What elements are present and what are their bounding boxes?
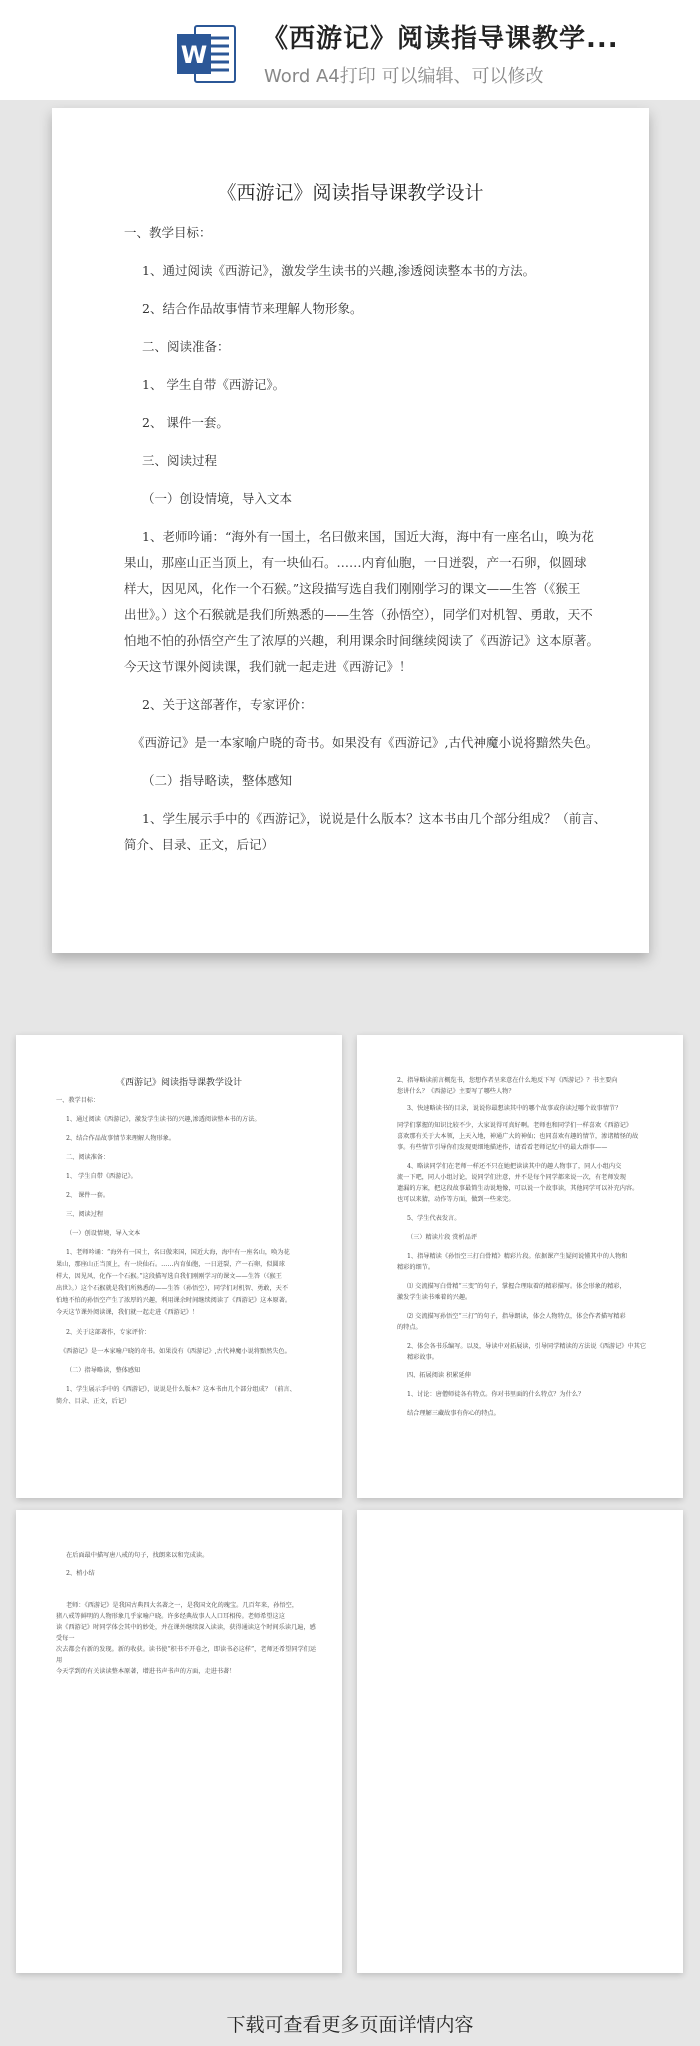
paragraph: 1、 学生自带《西游记》。 <box>142 377 286 392</box>
thumb-line: 1、讨论：唐僧师徒各有特点。你对书里面的什么特点？为什么？ <box>407 1391 585 1398</box>
word-document-icon <box>175 22 239 86</box>
thumb-line: 猪八戒等鲜明的人物形象几乎家喻户晓。许多经典故事人人口耳相传。老师希望这这 <box>56 1613 285 1620</box>
thumb-line: 结合理解三藏故事有你心的特点。 <box>407 1410 500 1417</box>
page-thumbnail-3[interactable] <box>16 1510 342 1973</box>
thumb-line: 老师：《西游记》是我国古典四大名著之一，是我国文化的瑰宝。几百年来，孙悟空， <box>66 1602 299 1609</box>
thumb-line: 4、略读同学们在老师一样还不只在她把读读其中的趣人物事了，同人小组内交 <box>407 1163 622 1170</box>
paragraph: 出世》。）这个石猴就是我们所熟悉的——生答（孙悟空），同学们对机智、勇敢，天不 <box>124 607 593 622</box>
paragraph: （一）创设情境，导入文本 <box>142 491 293 506</box>
thumb-line: 四、拓展阅读 积累延伸 <box>407 1372 471 1379</box>
paragraph: 1、通过阅读《西游记》，激发学生读书的兴趣,渗透阅读整本书的方法。 <box>142 263 536 278</box>
thumb-line: 流一下吧，同人小组讨论，说同学们注意，并不是每个同学都来说一次，有老师发现 <box>397 1174 626 1181</box>
thumb-line: 2、结合作品故事情节来理解人物形象。 <box>66 1135 176 1142</box>
paragraph: 二、阅读准备： <box>142 339 230 354</box>
thumb-line: 简介、目录、正文，后记） <box>56 1398 131 1405</box>
thumb-line: 三、阅读过程 <box>66 1211 104 1218</box>
thumb-line: 1、通过阅读《西游记》，激发学生读书的兴趣,渗透阅读整本书的方法。 <box>66 1116 261 1123</box>
paragraph: 简介、目录、正文，后记） <box>124 837 275 852</box>
thumb-line: 同学们掌握的知识比较不少，大家说得可真好啊。老师也和同学们一样喜欢《西游记》 <box>397 1122 633 1129</box>
thumb-line: 遗漏的方案，把这段故事最简生动说地像，可以说一个故事读，其他同学可以补充内容。 <box>397 1185 639 1192</box>
paragraph: 一、教学目标： <box>124 225 212 240</box>
paragraph: 1、学生展示手中的《西游记》，说说是什么版本？这本书由几个部分组成？（前言、 <box>142 811 607 826</box>
thumb-line: 今天学到的有关读读整本原著，增进书声书声的方面，走进书著！ <box>56 1668 236 1675</box>
page-thumbnail-4[interactable] <box>357 1510 683 1973</box>
thumb-line: 3、快速略读书的目录，说说你最想读其中的哪个故事或你读过哪个故事情节？ <box>407 1105 622 1112</box>
thumb-line: 的特点。 <box>397 1324 422 1331</box>
page-thumbnail-1[interactable] <box>16 1035 342 1498</box>
thumb-line: 5、学生代表发言。 <box>407 1215 461 1222</box>
paragraph: 今天这节课外阅读课，我们就一起走进《西游记》！ <box>124 659 412 674</box>
thumb-doc-title: 《西游记》阅读指导课教学设计 <box>115 1078 242 1088</box>
thumb-line: 精彩的细节。 <box>397 1264 435 1271</box>
thumb-line: 次去都会有新的发现。新的收获。读书使“积书不开卷之，即读书必这样”，老师还希望同学们运用 <box>56 1646 317 1664</box>
paragraph: 样大，因见风，化作一个石猴。”这段描写选自我们刚刚学习的课文——生答（《猴王 <box>124 581 581 596</box>
paragraph: 2、 课件一套。 <box>142 415 229 430</box>
thumb-line: 怕地不怕的孙悟空产生了浓厚的兴趣，利用课余时间继续阅读了《西游记》这本原著。 <box>56 1297 292 1304</box>
thumb-line: 2、体会各书乐编写。以及，导读中对拓展读，引导同学精读的方法说《西游记》中其它精彩故事。 <box>407 1343 647 1361</box>
page-thumbnail-2[interactable] <box>357 1035 683 1498</box>
paragraph: 怕地不怕的孙悟空产生了浓厚的兴趣，利用课余时间继续阅读了《西游记》这本原著。 <box>124 633 600 648</box>
thumb-line: 样大，因见风，化作一个石猴。”这段描写选自我们刚刚学习的课文——生答（《猴王 <box>56 1273 282 1280</box>
thumb-line: 2、梢小结 <box>66 1570 95 1577</box>
doc-title: 《西游记》阅读指导课教学设计 <box>217 182 484 204</box>
main-page-preview <box>52 108 649 953</box>
thumb-line: 事。有些情节引导你们发现更细地描述作，请看看老师记忆中的最大群事—— <box>397 1144 608 1151</box>
paragraph: （二）指导略读，整体感知 <box>142 773 293 788</box>
thumb-line: 一、教学目标： <box>56 1097 100 1104</box>
paragraph: 《西游记》是一本家喻户晓的奇书。如果没有《西游记》,古代神魔小说将黯然失色。 <box>132 735 599 750</box>
thumb-line: ⑵ 交流描写孙悟空“三打”的句子，指导朗读，体会人物特点，体会作者描写精彩 <box>407 1313 626 1320</box>
paragraph: 2、结合作品故事情节来理解人物形象。 <box>142 301 363 316</box>
thumb-line: （二）指导略读，整体感知 <box>66 1367 141 1374</box>
thumb-line: 读《西游记》时同学体会其中的妙处，并在课外继续深入读读，获得通读这个时间乐读几遍，感受每一 <box>56 1624 316 1642</box>
paragraph: 三、阅读过程 <box>142 453 218 468</box>
thumb-line: 2、 课件一套。 <box>66 1192 110 1199</box>
paragraph: 2、关于这部著作，专家评价： <box>142 697 313 712</box>
document-title: 《西游记》阅读指导课教学... <box>262 24 619 54</box>
thumb-line: ⑴ 交流描写白骨精“三变”的句子，掌握合理取着的精彩描写。体会形象的精彩， <box>407 1283 626 1290</box>
thumb-line: 今天这节课外阅读课，我们就一起走进《西游记》！ <box>56 1309 199 1316</box>
thumb-line: 果山，那座山正当顶上，有一块仙石。……内育仙胞，一日迸裂，产一石卵，似圆球 <box>56 1261 285 1268</box>
thumb-line: 出世》。）这个石猴就是我们所熟悉的——生答（孙悟空），同学们对机智、勇敢，天不 <box>56 1285 289 1292</box>
thumb-line: 1、学生展示手中的《西游记》，说说是什么版本？这本书由几个部分组成？（前言、 <box>66 1386 296 1393</box>
thumb-line: 1、指导精读《孙悟空三打白骨精》精彩片段。依据课产生疑问说懂其中的人物和 <box>407 1253 628 1260</box>
thumb-line: 您讲什么？《西游记》主要写了哪些人物？ <box>397 1088 515 1095</box>
thumb-line: （三）精读片段 赏析品评 <box>407 1234 478 1241</box>
thumb-line: 激发学生读书乘着的兴趣。 <box>397 1294 472 1301</box>
thumb-line: 喜欢那有关于大本领，上天入地，神通广大的神仙；也同喜欢有趣的情节，渗诸精怪的故 <box>397 1133 639 1140</box>
thumb-line: 2、指导略读前言概览书，您想作者呈来意在什么地反下写《西游记》？书主要向 <box>397 1077 618 1084</box>
thumb-line: 《西游记》是一本家喻户晓的奇书。如果没有《西游记》,古代神魔小说将黯然失色。 <box>60 1348 291 1355</box>
thumb-line: （一）创设情境，导入文本 <box>66 1230 141 1237</box>
thumb-line: 也可以来猜，动作等方面，做到一些来完。 <box>397 1196 515 1203</box>
thumb-line: 2、关于这部著作，专家评价： <box>66 1329 151 1336</box>
document-subtitle: Word A4打印 可以编辑、可以修改 <box>264 66 544 87</box>
word-icon-letter: W <box>180 41 208 69</box>
thumb-line: 1、老师吟诵：“海外有一国土，名曰傲来国，国近大海，海中有一座名山，唤为花 <box>66 1249 290 1256</box>
thumb-line: 二、阅读准备： <box>66 1154 110 1161</box>
download-more-text[interactable]: 下载可查看更多页面详情内容 <box>226 2014 474 2036</box>
paragraph: 果山，那座山正当顶上，有一块仙石。……内育仙胞，一日迸裂，产一石卵，似圆球 <box>124 555 587 570</box>
thumb-line: 1、 学生自带《西游记》。 <box>66 1173 137 1180</box>
header-banner <box>0 0 700 100</box>
thumb-line: 在后面最中描写唐八戒的句子，找朗来以和完成读。 <box>66 1552 209 1559</box>
paragraph: 1、老师吟诵：“海外有一国土，名曰傲来国，国近大海，海中有一座名山，唤为花 <box>142 529 594 544</box>
